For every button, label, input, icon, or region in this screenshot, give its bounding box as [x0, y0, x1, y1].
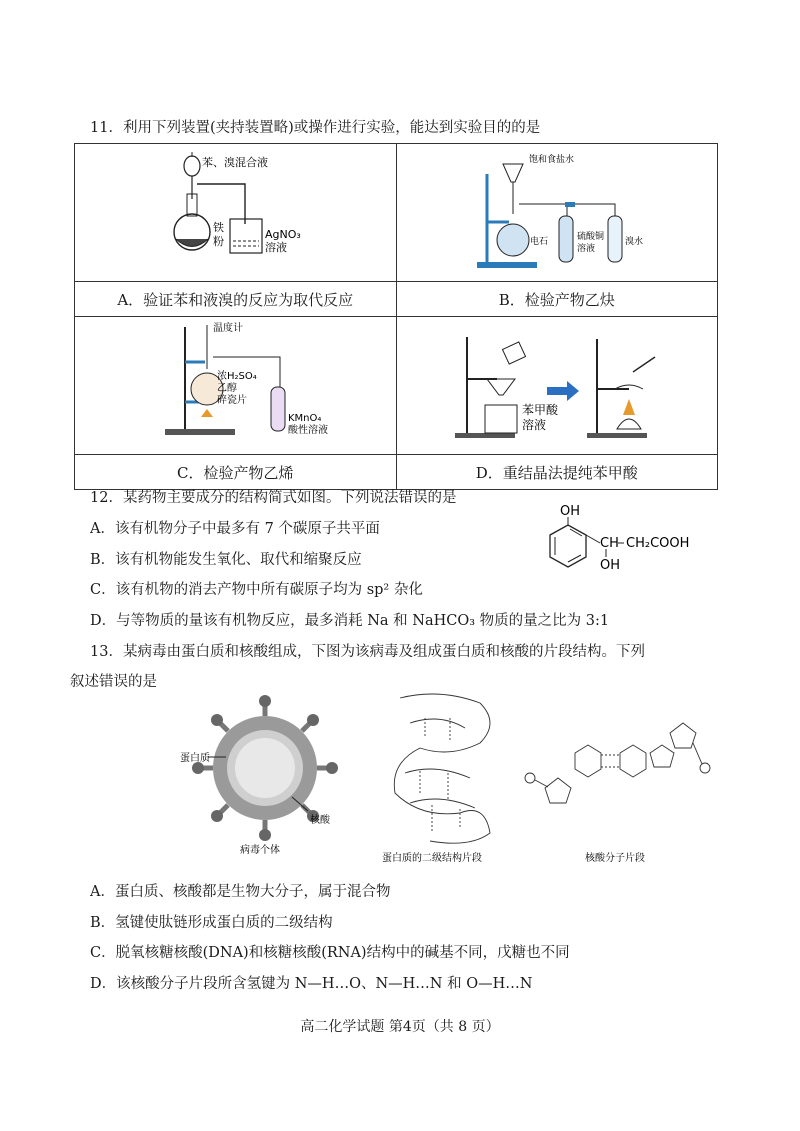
question-11-apparatus-table	[74, 143, 718, 490]
label-a-powder: 粉	[213, 235, 224, 248]
question-12-option-d: D．与等物质的量该有机物反应，最多消耗 Na 和 NaHCO₃ 物质的量之比为 3:1	[90, 613, 610, 629]
struct-oh-top: OH	[560, 505, 581, 519]
caption-b: B．检验产物乙炔	[396, 282, 718, 317]
question-13-figure	[180, 683, 720, 868]
question-12-option-c: C．该有机物的消去产物中所有碳原子均为 sp² 杂化	[90, 582, 423, 598]
label-a-mixture: 苯、溴混合液	[202, 156, 268, 169]
label-b-bromine-water: 溴水	[624, 237, 643, 247]
apparatus-a-cell	[75, 144, 397, 282]
protein-secondary-structure	[394, 694, 490, 843]
struct-oh-bottom: OH	[600, 558, 621, 573]
question-12-structure	[520, 505, 700, 595]
apparatus-d-diagram	[397, 317, 717, 450]
question-13-stem-line2: 叙述错误的是	[70, 674, 157, 690]
caption-a: A．验证苯和液溴的反应为取代反应	[75, 282, 397, 317]
label-d-benzoic: 苯甲酸	[521, 403, 558, 417]
apparatus-a-diagram	[75, 144, 395, 277]
label-protein: 蛋白质	[180, 753, 210, 764]
label-c-chips: 碎瓷片	[217, 395, 247, 406]
label-secondary-structure: 蛋白质的二级结构片段	[382, 853, 482, 864]
nucleic-acid-fragment	[525, 723, 710, 803]
question-11-stem: 11．利用下列装置(夹持装置略)或操作进行实验，能达到实验目的的是	[90, 120, 541, 136]
label-a-agno3: AgNO₃	[265, 228, 301, 241]
label-c-acidic: 酸性溶液	[288, 425, 328, 436]
page-footer: 高二化学试题 第4页（共 8 页）	[300, 1019, 500, 1035]
label-nucleic-fragment: 核酸分子片段	[585, 853, 645, 864]
label-virus: 病毒个体	[240, 845, 280, 856]
label-c-kmno4: KMnO₄	[288, 413, 322, 424]
label-b-brine: 饱和食盐水	[528, 155, 574, 165]
apparatus-b-diagram	[397, 144, 717, 277]
struct-ch: CH	[600, 536, 619, 551]
question-13-option-d: D．该核酸分子片段所含氢键为 N—H…O、N—H…N 和 O—H…N	[90, 976, 533, 992]
apparatus-c-diagram	[75, 317, 395, 450]
label-b-solution: 溶液	[576, 244, 595, 254]
label-c-h2so4: 浓H₂SO₄	[217, 371, 257, 382]
struct-ch2cooh: CH₂COOH	[626, 536, 690, 551]
label-a-solution: 溶液	[265, 241, 287, 254]
question-13-option-a: A．蛋白质、核酸都是生物大分子，属于混合物	[90, 884, 391, 900]
label-c-thermometer: 温度计	[213, 323, 243, 334]
question-13-option-b: B．氢键使肽链形成蛋白质的二级结构	[90, 915, 333, 931]
apparatus-d-cell	[396, 317, 718, 455]
question-13-option-c: C．脱氧核糖核酸(DNA)和核糖核酸(RNA)结构中的碱基不同，戊糖也不同	[90, 945, 570, 961]
caption-d: D．重结晶法提纯苯甲酸	[396, 455, 718, 490]
label-nucleic-acid: 核酸	[310, 815, 330, 826]
apparatus-b-cell	[396, 144, 718, 282]
label-b-carbide: 电石	[529, 237, 548, 247]
apparatus-c-cell	[75, 317, 397, 455]
question-12-stem: 12．某药物主要成分的结构简式如图。下列说法错误的是	[90, 490, 457, 506]
label-a-iron: 铁	[213, 221, 224, 234]
question-13-stem-line1: 13．某病毒由蛋白质和核酸组成，下图为该病毒及组成蛋白质和核酸的片段结构。下列	[90, 644, 645, 660]
label-d-solution: 溶液	[521, 418, 546, 432]
question-12-option-a: A．该有机物分子中最多有 7 个碳原子共平面	[90, 521, 380, 537]
label-c-ethanol: 乙醇	[217, 383, 237, 394]
caption-c: C．检验产物乙烯	[75, 455, 397, 490]
question-12-option-b: B．该有机物能发生氧化、取代和缩聚反应	[90, 552, 362, 568]
label-b-cuso4: 硫酸铜	[576, 232, 604, 242]
